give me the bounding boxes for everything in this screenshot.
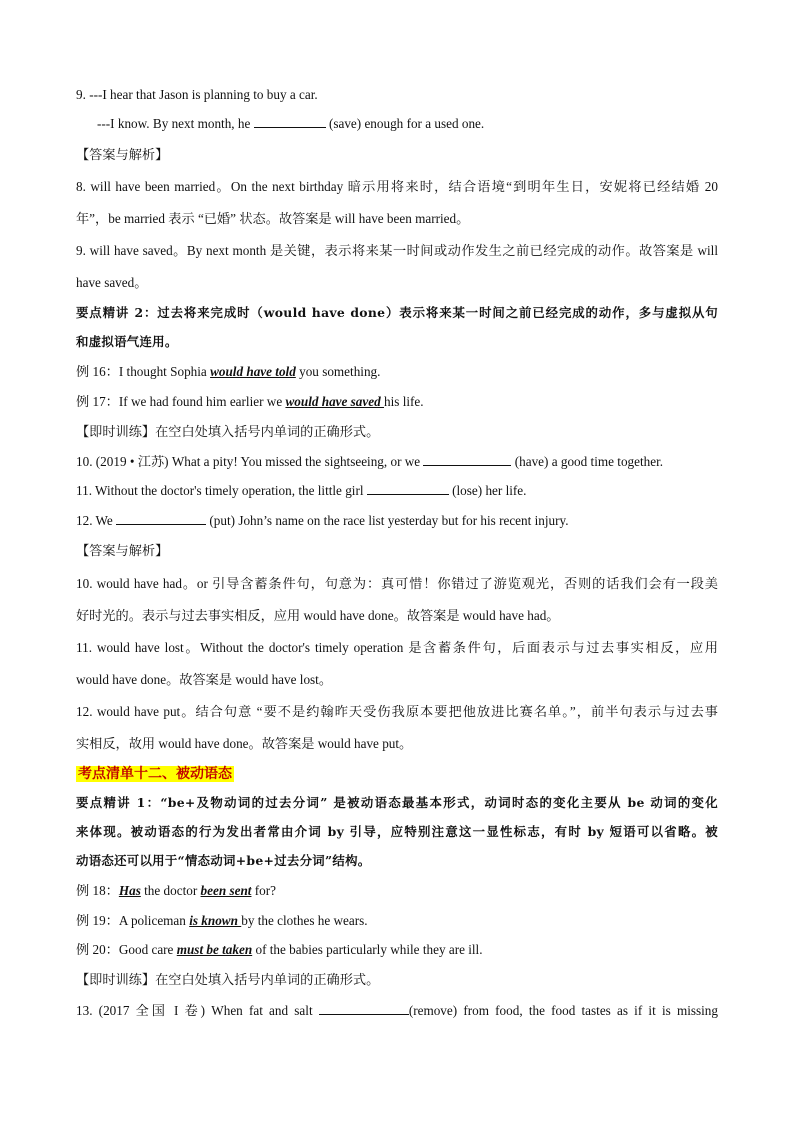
question-text: (have) a good time together. — [511, 454, 664, 469]
example-highlight: would have told — [210, 364, 296, 379]
example-text: 例 17：If we had found him earlier we — [76, 394, 286, 409]
key-point-1-line2: 来体现。被动语态的行为发出者常由介词 by 引导，应特别注意这一显性标志，有时 by 短语可以省略。被 — [76, 824, 718, 839]
example-highlight: is known — [189, 913, 242, 928]
example-19 — [76, 911, 368, 931]
section-title-row — [76, 764, 234, 784]
question-text: (remove) from food, the food tastes as if it is missing — [408, 1003, 718, 1018]
answer-header: 【答案与解析】 — [76, 148, 169, 163]
question-9-line1: 9. ---I hear that Jason is planning to buy a car. — [76, 87, 318, 102]
example-text: you something. — [295, 364, 381, 379]
example-16 — [76, 362, 380, 382]
example-highlight: would have saved — [285, 394, 385, 409]
answer-8-line1: 8. will have been married。On the next birthday 暗示用将来时，结合语境“到明年生日，安妮将已经结婚 20 — [76, 179, 718, 194]
key-point-2-line2: 和虚拟语气连用。 — [76, 334, 178, 349]
question-9-text-a: ---I know. By next month, he — [97, 116, 254, 131]
question-13 — [76, 1001, 718, 1021]
example-text: the doctor — [140, 883, 201, 898]
answer-blank[interactable] — [116, 511, 206, 525]
question-text: 11. Without the doctor's timely operation, the little girl — [76, 483, 367, 498]
answer-10-line1: 10. would have had。or 引导含蓄条件句，句意为：真可惜！你错过了游览观光，否则的话我们会有一段美 — [76, 576, 718, 591]
question-text: 13. (2017 全国 I 卷) When fat and salt — [76, 1003, 319, 1018]
question-text: 12. We — [76, 513, 117, 528]
question-text: (put) John’s name on the race list yesterday but for his recent injury. — [206, 513, 569, 528]
question-text: (lose) her life. — [448, 483, 527, 498]
practice-header: 【即时训练】在空白处填入括号内单词的正确形式。 — [76, 425, 380, 440]
answer-11-line2: would have done。故答案是 would have lost。 — [76, 672, 333, 687]
answer-10-line2: 好时光的。表示与过去事实相反，应用 would have done。故答案是 would have had。 — [76, 608, 560, 623]
question-text: 10. (2019 • 江苏) What a pity! You missed the sightseeing, or we — [76, 454, 424, 469]
answer-12-line2: 实相反，故用 would have done。故答案是 would have put。 — [76, 736, 413, 751]
section-title: 考点清单十二、被动语态 — [78, 766, 232, 782]
answer-8-line2: 年”，be married 表示 “已婚” 状态。故答案是 will have been married。 — [76, 211, 470, 226]
answer-blank[interactable] — [423, 452, 511, 466]
answer-blank[interactable] — [319, 1001, 409, 1015]
example-text: 例 19：A policeman — [76, 913, 190, 928]
answer-9-line2: have saved。 — [76, 275, 148, 290]
answer-12-line1: 12. would have put。结合句意 “要不是约翰昨天受伤我原本要把他放进比赛名单。”，前半句表示与过去事 — [76, 704, 718, 719]
example-18 — [76, 881, 276, 901]
example-text: of the babies particularly while they are ill. — [252, 942, 483, 957]
example-text: 例 20：Good care — [76, 942, 177, 957]
practice-header: 【即时训练】在空白处填入括号内单词的正确形式。 — [76, 973, 380, 988]
question-9-line2 — [97, 114, 484, 134]
key-point-1-line1: 要点精讲 1：“be+及物动词的过去分词” 是被动语态最基本形式，动词时态的变化主要从 be 动词的变化 — [76, 795, 718, 810]
example-text: by the clothes he wears. — [241, 913, 368, 928]
example-17 — [76, 392, 424, 412]
question-9-text-b: (save) enough for a used one. — [325, 116, 485, 131]
question-11 — [76, 481, 526, 501]
answer-11-line1: 11. would have lost。Without the doctor's timely operation 是含蓄条件句，后面表示与过去事实相反，应用 — [76, 640, 718, 655]
example-text: 例 16：I thought Sophia — [76, 364, 211, 379]
key-point-1-line3: 动语态还可以用于“情态动词+be+过去分词”结构。 — [76, 853, 371, 868]
example-highlight: been sent — [200, 883, 252, 898]
question-10 — [76, 452, 663, 472]
answer-blank[interactable] — [367, 481, 449, 495]
question-12 — [76, 511, 569, 531]
answer-blank[interactable] — [254, 114, 326, 128]
example-highlight: must be taken — [176, 942, 253, 957]
answer-header: 【答案与解析】 — [76, 544, 169, 559]
example-text: 例 18： — [76, 883, 119, 898]
example-highlight: Has — [118, 883, 141, 898]
key-point-2-line1: 要点精讲 2：过去将来完成时（would have done）表示将来某一时间之前已经完成的动作，多与虚拟从句 — [76, 305, 718, 320]
example-20 — [76, 940, 483, 960]
example-text: his life. — [384, 394, 424, 409]
example-text: for? — [251, 883, 276, 898]
answer-9-line1: 9. will have saved。By next month 是关键，表示将来某一时间或动作发生之前已经完成的动作。故答案是 will — [76, 243, 718, 258]
